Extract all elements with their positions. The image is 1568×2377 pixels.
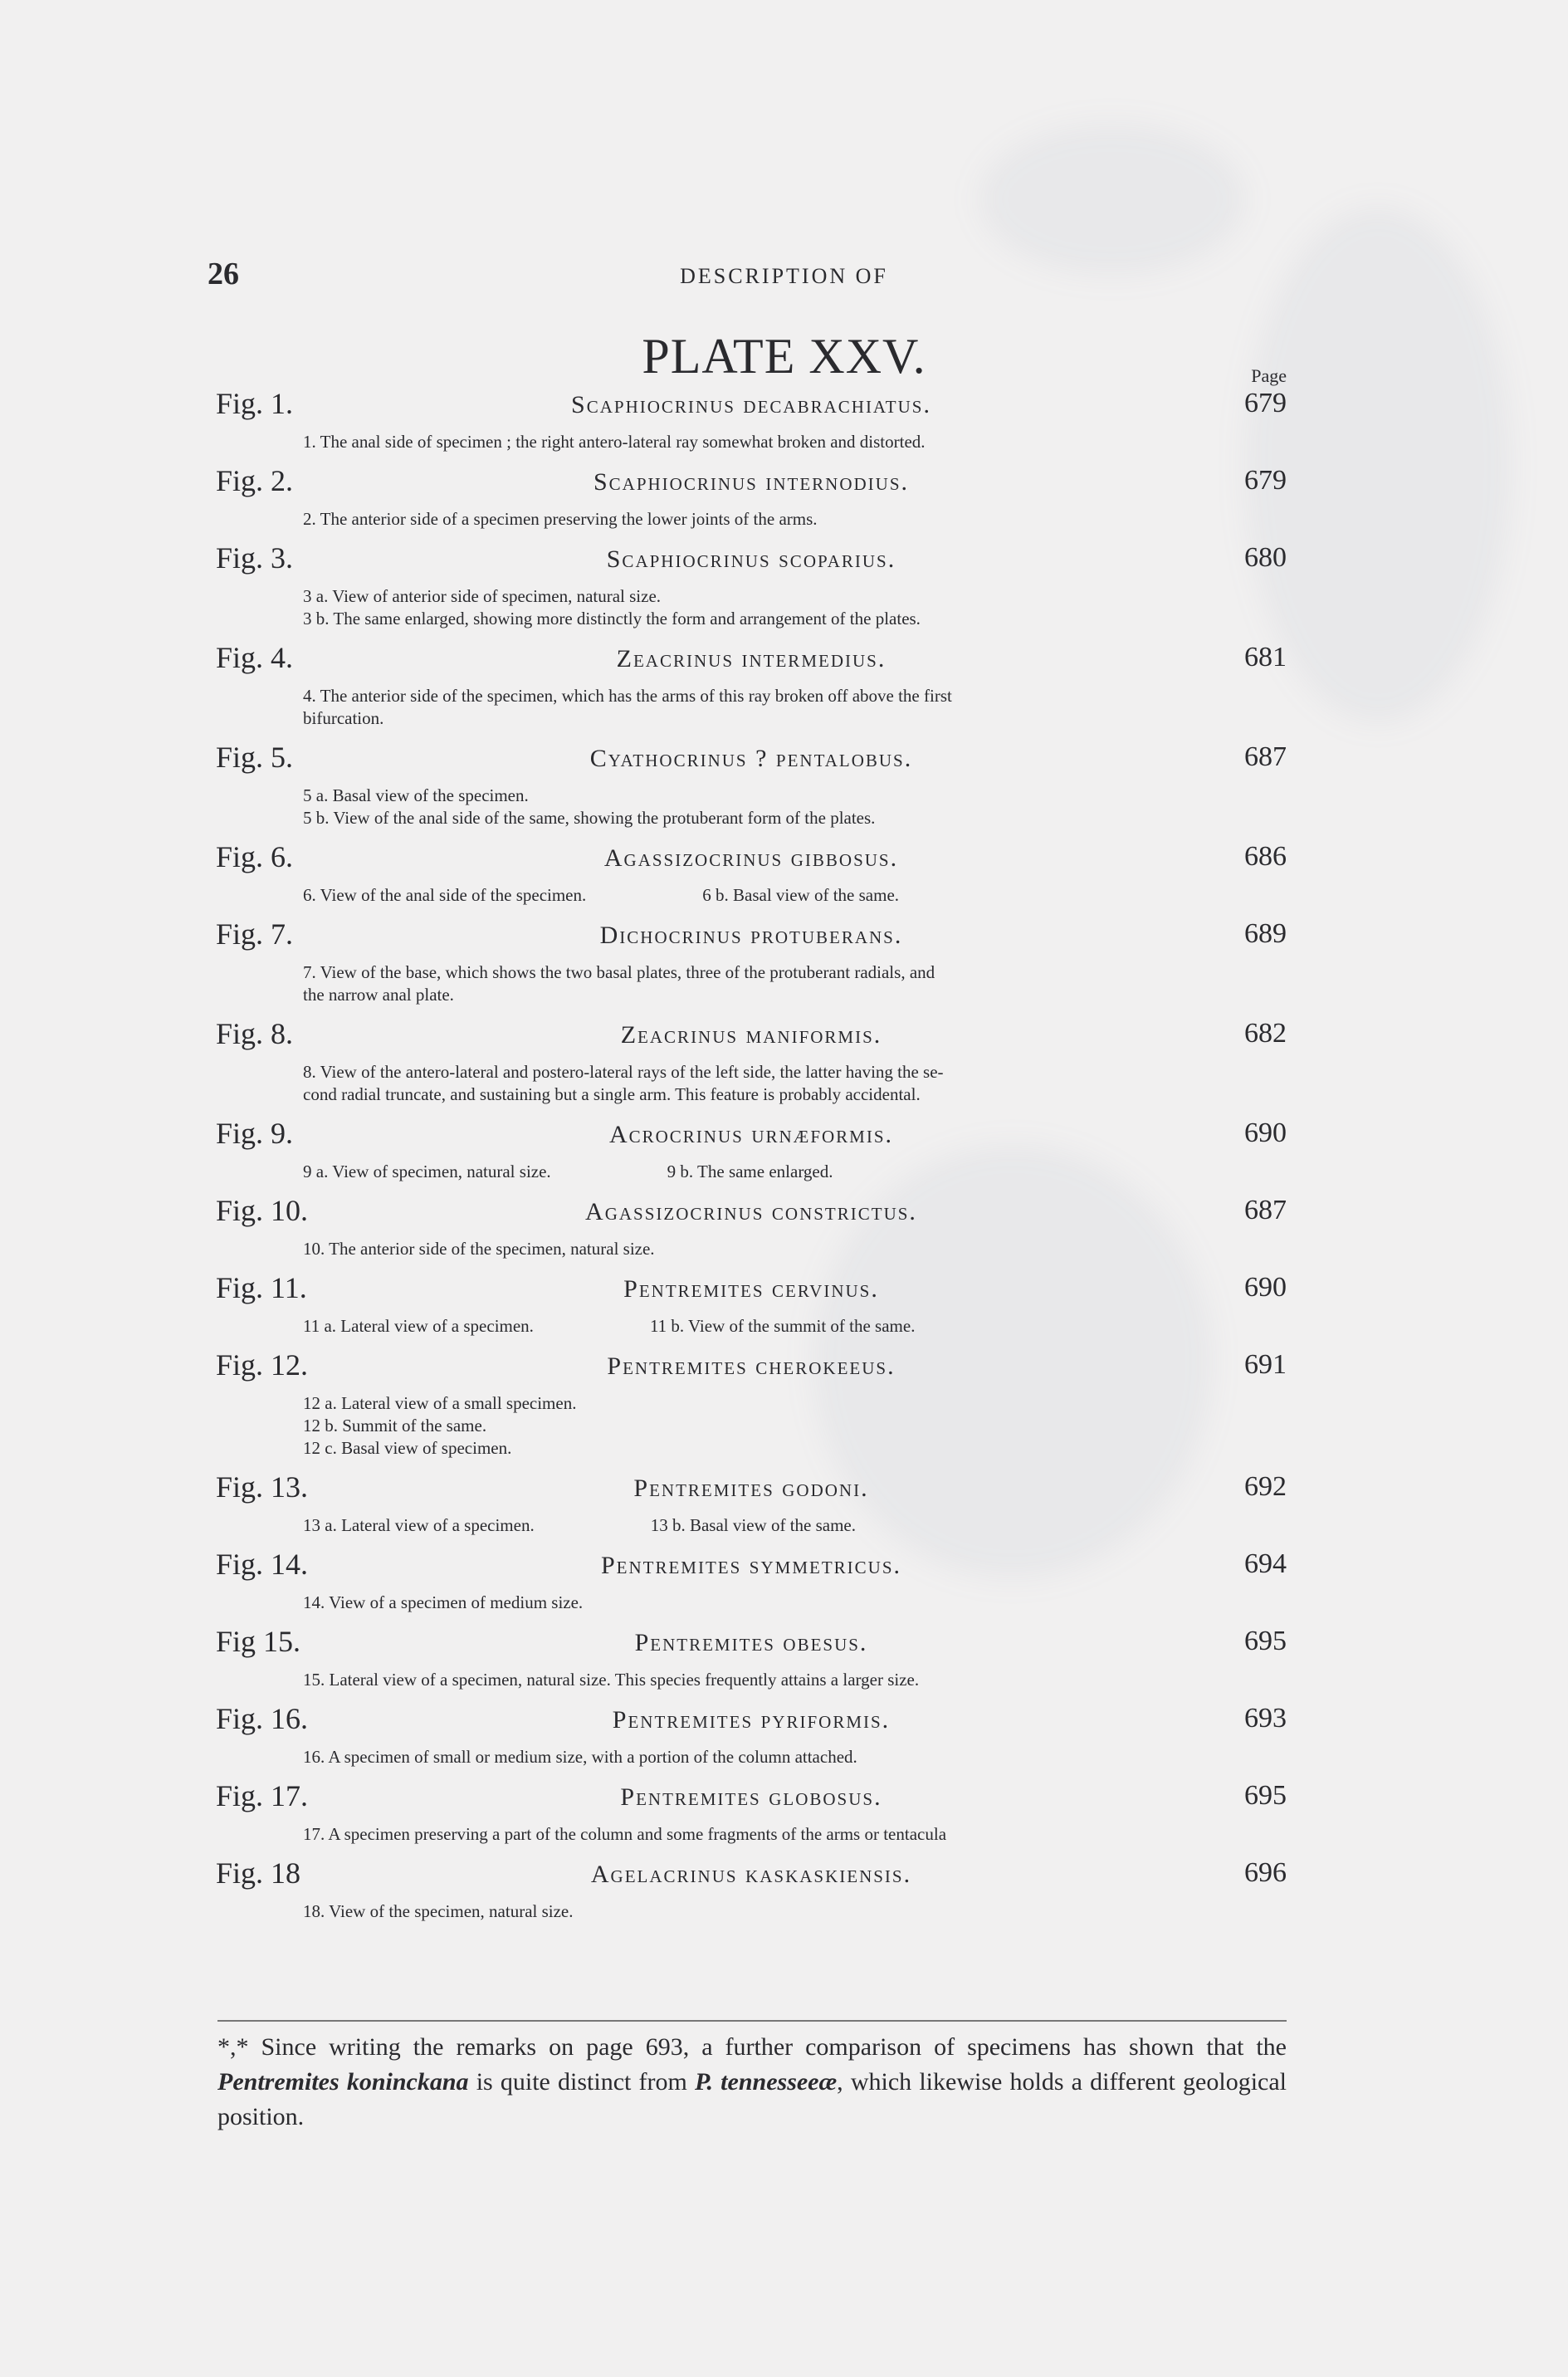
page-reference: 679 <box>1244 465 1287 496</box>
figure-heading <box>216 463 1287 508</box>
figure-entry <box>216 1270 1287 1347</box>
footnote-marker: *,* <box>217 2033 249 2061</box>
page-reference: 689 <box>1244 918 1287 949</box>
figure-number: Fig 15. <box>216 1625 301 1658</box>
description-text: 16. A specimen of small or medium size, with a portion of the column attached. <box>303 1747 857 1767</box>
description-text: 7. View of the base, which shows the two basal plates, three of the protuberant radials, and <box>303 962 935 982</box>
description-text: 9 b. The same enlarged. <box>667 1162 833 1181</box>
figure-number: Fig. 8. <box>216 1017 294 1050</box>
description-line <box>303 685 1287 707</box>
figure-entry <box>216 1547 1287 1624</box>
footnote-text: Since writing the remarks on page 693, a further comparison of specimens has shown that the <box>248 2033 1287 2061</box>
figure-heading <box>216 640 1287 685</box>
figure-number: Fig. 18 <box>216 1856 301 1890</box>
figure-number: Fig. 16. <box>216 1702 309 1735</box>
figure-number: Fig. 5. <box>216 741 294 774</box>
description-line <box>303 984 1287 1006</box>
figure-heading <box>216 917 1287 961</box>
description-text: 13 a. Lateral view of a specimen. <box>303 1515 535 1535</box>
description-text: the narrow anal plate. <box>303 985 454 1005</box>
description-text: 6. View of the anal side of the specimen. <box>303 885 587 905</box>
description-text: 3 b. The same enlarged, showing more distinctly the form and arrangement of the plates. <box>303 609 921 628</box>
species-name: Pentremites cherokeeus. <box>607 1352 896 1380</box>
description-text: 11 a. Lateral view of a specimen. <box>303 1316 534 1336</box>
species-name: Cyathocrinus ? pentalobus. <box>589 745 913 772</box>
plate-title: PLATE XXV. <box>642 329 926 384</box>
show-through-stain <box>979 125 1245 274</box>
description-line <box>303 608 1287 630</box>
page-header <box>0 256 1568 297</box>
figure-entry <box>216 1778 1287 1856</box>
description-text: 11 b. View of the summit of the same. <box>649 1316 916 1336</box>
description-line <box>303 1669 1287 1691</box>
figure-heading <box>216 540 1287 585</box>
figure-heading <box>216 1547 1287 1592</box>
description-line <box>303 1238 1287 1260</box>
figure-list <box>216 386 1287 1933</box>
figure-description <box>303 1061 1287 1116</box>
description-line <box>303 707 1287 730</box>
description-line <box>303 1061 1287 1083</box>
page-reference: 692 <box>1244 1471 1287 1502</box>
description-text: 15. Lateral view of a specimen, natural size. This species frequently attains a larger size. <box>303 1670 920 1690</box>
species-name: Scaphiocrinus internodius. <box>593 468 910 496</box>
species-name: Zeacrinus maniformis. <box>620 1021 882 1049</box>
figure-heading <box>216 1347 1287 1392</box>
description-line <box>303 585 1287 608</box>
figure-entry <box>216 1193 1287 1270</box>
species-name: Dichocrinus protuberans. <box>599 922 903 949</box>
description-text: 12 a. Lateral view of a small specimen. <box>303 1393 577 1413</box>
description-text: 1. The anal side of specimen ; the right antero-lateral ray somewhat broken and distorted. <box>303 432 926 452</box>
figure-description <box>303 1161 1287 1193</box>
page-reference: 691 <box>1244 1349 1287 1380</box>
species-name: Agassizocrinus gibbosus. <box>603 844 899 872</box>
footnote-species-name: Pentremites koninckana <box>217 2068 469 2096</box>
description-text: 13 b. Basal view of the same. <box>650 1515 856 1535</box>
description-line <box>303 1514 1287 1537</box>
figure-description <box>303 1592 1287 1624</box>
figure-heading <box>216 1193 1287 1238</box>
description-text: 3 a. View of anterior side of specimen, natural size. <box>303 586 662 606</box>
description-line <box>303 1900 1287 1923</box>
species-name: Agassizocrinus constrictus. <box>585 1198 917 1225</box>
figure-number: Fig. 1. <box>216 387 294 420</box>
description-text: 18. View of the specimen, natural size. <box>303 1901 574 1921</box>
figure-description <box>303 1746 1287 1778</box>
description-line <box>303 884 1287 907</box>
species-name: Pentremites pyriformis. <box>612 1706 891 1734</box>
figure-heading <box>216 839 1287 884</box>
figure-entry <box>216 839 1287 917</box>
description-line <box>303 1392 1287 1415</box>
species-name: Agelacrinus kaskaskiensis. <box>590 1861 912 1888</box>
footnote-text: is quite distinct from <box>468 2068 696 2096</box>
figure-description <box>303 585 1287 640</box>
figure-heading <box>216 1624 1287 1669</box>
description-line <box>303 807 1287 829</box>
page-number: 26 <box>208 257 239 291</box>
figure-description <box>303 785 1287 839</box>
description-line <box>303 1415 1287 1437</box>
species-name: Pentremites obesus. <box>634 1629 868 1656</box>
description-text: bifurcation. <box>303 708 384 728</box>
figure-entry <box>216 917 1287 1016</box>
species-name: Scaphiocrinus scoparius. <box>606 545 896 573</box>
footnote <box>217 2030 1287 2135</box>
species-name: Pentremites godoni. <box>633 1475 869 1502</box>
figure-number: Fig. 11. <box>216 1271 307 1304</box>
figure-description <box>303 961 1287 1016</box>
figure-description <box>303 431 1287 463</box>
description-text: 9 a. View of specimen, natural size. <box>303 1162 551 1181</box>
description-text: 17. A specimen preserving a part of the column and some fragments of the arms or tentacula <box>303 1824 947 1844</box>
figure-heading <box>216 1016 1287 1061</box>
figure-entry <box>216 1470 1287 1547</box>
species-name: Pentremites symmetricus. <box>600 1552 902 1579</box>
figure-heading <box>216 1856 1287 1900</box>
description-line <box>303 1437 1287 1460</box>
figure-heading <box>216 1701 1287 1746</box>
description-line <box>303 431 1287 453</box>
page-reference: 694 <box>1244 1548 1287 1579</box>
figure-entry <box>216 1701 1287 1778</box>
description-line <box>303 508 1287 531</box>
figure-number: Fig. 14. <box>216 1548 309 1581</box>
description-text: 12 c. Basal view of specimen. <box>303 1438 512 1458</box>
figure-entry <box>216 386 1287 463</box>
page-reference: 690 <box>1244 1272 1287 1303</box>
figure-number: Fig. 4. <box>216 641 294 674</box>
figure-description <box>303 1514 1287 1547</box>
figure-heading <box>216 1470 1287 1514</box>
description-line <box>303 1315 1287 1338</box>
figure-entry <box>216 1856 1287 1933</box>
page-reference: 686 <box>1244 841 1287 872</box>
page-column-label: Page <box>1251 365 1287 386</box>
figure-description <box>303 508 1287 540</box>
page-reference: 682 <box>1244 1018 1287 1049</box>
figure-entry <box>216 540 1287 640</box>
description-text: cond radial truncate, and sustaining but a single arm. This feature is probably accidental. <box>303 1084 921 1104</box>
figure-description <box>303 685 1287 740</box>
figure-number: Fig. 17. <box>216 1779 309 1812</box>
species-name: Scaphiocrinus decabrachiatus. <box>571 391 931 418</box>
figure-description <box>303 1315 1287 1347</box>
footnote-rule <box>217 2020 1287 2022</box>
figure-number: Fig. 3. <box>216 541 294 575</box>
figure-entry <box>216 1624 1287 1701</box>
figure-entry <box>216 1016 1287 1116</box>
running-head: DESCRIPTION OF <box>680 264 888 288</box>
description-text: 6 b. Basal view of the same. <box>702 885 900 905</box>
figure-heading <box>216 1778 1287 1823</box>
figure-number: Fig. 9. <box>216 1117 294 1150</box>
figure-description <box>303 1238 1287 1270</box>
footnote-text: , which likewise holds a different geological position. <box>217 2068 1287 2130</box>
description-text: 2. The anterior side of a specimen preserving the lower joints of the arms. <box>303 509 818 529</box>
page-reference: 687 <box>1244 741 1287 772</box>
species-name: Zeacrinus intermedius. <box>616 645 887 673</box>
figure-number: Fig. 10. <box>216 1194 309 1227</box>
footnote-species-name: P. tennesseeæ <box>695 2068 838 2096</box>
description-line <box>303 785 1287 807</box>
figure-entry <box>216 1116 1287 1193</box>
figure-entry <box>216 740 1287 839</box>
description-line <box>303 1083 1287 1106</box>
page-reference: 695 <box>1244 1780 1287 1811</box>
page-reference: 681 <box>1244 642 1287 673</box>
figure-number: Fig. 13. <box>216 1470 309 1504</box>
species-name: Pentremites globosus. <box>620 1783 882 1811</box>
page-reference: 690 <box>1244 1118 1287 1148</box>
figure-entry <box>216 1347 1287 1470</box>
figure-description <box>303 884 1287 917</box>
figure-description <box>303 1823 1287 1856</box>
figure-number: Fig. 6. <box>216 840 294 873</box>
figure-number: Fig. 12. <box>216 1348 309 1382</box>
description-text: 12 b. Summit of the same. <box>303 1416 487 1435</box>
description-line <box>303 1746 1287 1768</box>
description-line <box>303 961 1287 984</box>
page-reference: 680 <box>1244 542 1287 573</box>
species-name: Acrocrinus urnæformis. <box>608 1121 894 1148</box>
figure-entry <box>216 463 1287 540</box>
description-text: 5 a. Basal view of the specimen. <box>303 785 529 805</box>
page-reference: 695 <box>1244 1626 1287 1656</box>
page-reference: 693 <box>1244 1703 1287 1734</box>
page-reference: 696 <box>1244 1857 1287 1888</box>
figure-heading <box>216 740 1287 785</box>
figure-description <box>303 1900 1287 1933</box>
page-reference: 687 <box>1244 1195 1287 1225</box>
figure-number: Fig. 2. <box>216 464 294 497</box>
description-text: 4. The anterior side of the specimen, which has the arms of this ray broken off above the first <box>303 686 952 706</box>
figure-number: Fig. 7. <box>216 917 294 951</box>
page-reference: 679 <box>1244 388 1287 418</box>
figure-entry <box>216 640 1287 740</box>
description-line <box>303 1592 1287 1614</box>
description-text: 8. View of the antero-lateral and postero-lateral rays of the left side, the latter having the se- <box>303 1062 944 1082</box>
figure-description <box>303 1669 1287 1701</box>
description-line <box>303 1823 1287 1846</box>
description-text: 14. View of a specimen of medium size. <box>303 1592 584 1612</box>
figure-heading <box>216 1270 1287 1315</box>
species-name: Pentremites cervinus. <box>623 1275 879 1303</box>
description-line <box>303 1161 1287 1183</box>
figure-heading <box>216 386 1287 431</box>
description-text: 5 b. View of the anal side of the same, showing the protuberant form of the plates. <box>303 808 876 828</box>
description-text: 10. The anterior side of the specimen, natural size. <box>303 1239 655 1259</box>
figure-description <box>303 1392 1287 1470</box>
figure-heading <box>216 1116 1287 1161</box>
